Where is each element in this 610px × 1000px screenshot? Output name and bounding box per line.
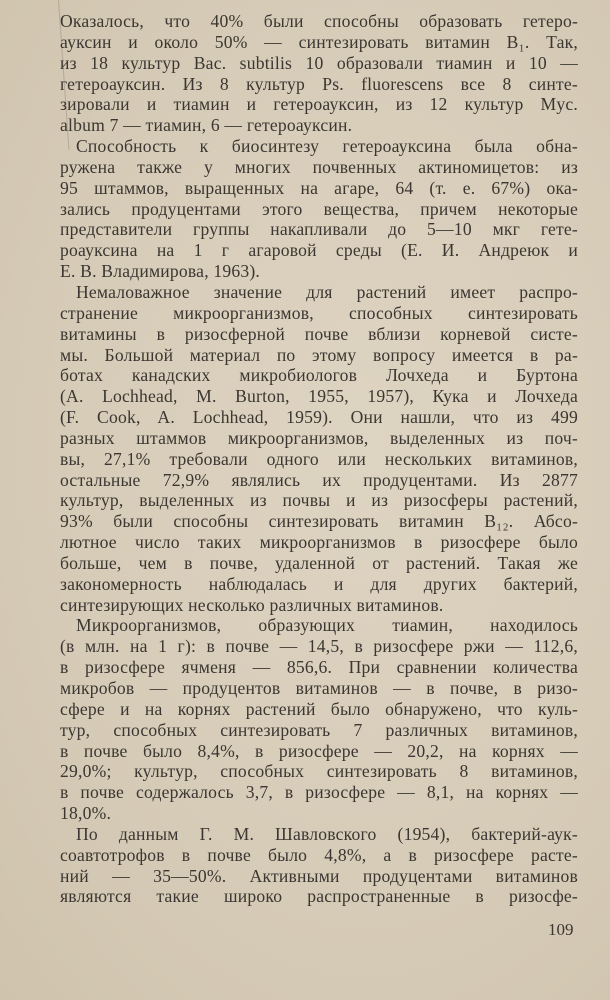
text-line: закономерность наблюдалась и для других бактерий, [60, 573, 578, 594]
paragraph [60, 615, 578, 823]
text-line: (в млн. на 1 г): в почве — 14,5, в ризосфере ржи — 112,6, [60, 636, 578, 657]
text-line: разных штаммов микроорганизмов, выделенных из поч- [60, 427, 578, 448]
body-text [60, 11, 578, 907]
text-line: гетероауксин. Из 8 культур Ps. fluorescens все 8 синте- [60, 73, 578, 94]
text-line: зались продуцентами этого вещества, причем некоторые [60, 198, 578, 219]
text-line: остальные 72,9% являлись их продуцентами. Из 2877 [60, 469, 578, 490]
text-line: зировали и тиамин и гетероауксин, из 12 культур Myc. [60, 94, 578, 115]
text-line: 93% были способны синтезировать витамин B₁₂. Абсо- [60, 511, 578, 532]
text-line: витамины в ризосферной почве вблизи корневой систе- [60, 323, 578, 344]
text-line: мы. Большой материал по этому вопросу имеется в ра- [60, 344, 578, 365]
text-line: из 18 культур Bac. subtilis 10 образовали тиамин и 10 — [60, 52, 578, 73]
text-line: вы, 27,1% требовали одного или нескольких витаминов, [60, 448, 578, 469]
text-line: соавтотрофов в почве было 4,8%, а в ризосфере расте- [60, 844, 578, 865]
text-line: странение микроорганизмов, способных синтезировать [60, 302, 578, 323]
text-line: являются такие широко распространенные в ризосфе- [60, 886, 578, 907]
text-line: ний — 35—50%. Активными продуцентами витаминов [60, 865, 578, 886]
paragraph [60, 824, 578, 907]
text-line: album 7 — тиамин, 6 — гетероауксин. [60, 115, 353, 136]
text-line: Оказалось, что 40% были способны образовать гетеро- [60, 11, 578, 31]
text-line: лютное число таких микроорганизмов в ризосфере было [60, 532, 578, 553]
text-line: Способность к биосинтезу гетероауксина была обна- [76, 136, 578, 157]
paragraph [60, 136, 578, 282]
text-line: культур, выделенных из почвы и из ризосферы растений, [60, 490, 578, 511]
text-line: ботах канадских микробиологов Лочхеда и Буртона [60, 365, 578, 386]
text-line: синтезирующих несколько различных витаминов. [60, 594, 444, 615]
page-number: 109 [548, 920, 574, 939]
text-line: представители группы накапливали до 5—10 мкг гете- [60, 219, 578, 240]
paragraph [60, 11, 578, 136]
text-line: Е. В. Владимирова, 1963). [60, 261, 261, 282]
text-line: в почве было 8,4%, в ризосфере — 20,2, на корнях — [60, 740, 578, 761]
text-line: сфере и на корнях растений было обнаружено, что куль- [60, 698, 578, 719]
text-line: роауксина на 1 г агаровой среды (Е. И. Андреюк и [60, 240, 578, 261]
text-line: больше, чем в почве, удаленной от растений. Такая же [60, 552, 578, 573]
text-line: 18,0%. [60, 803, 112, 824]
text-line: 29,0%; культур, способных синтезировать 8 витаминов, [60, 761, 578, 782]
text-line: (A. Lochhead, M. Burton, 1955, 1957), Кука и Лочхеда [60, 386, 578, 407]
text-line: По данным Г. М. Шавловского (1954), бактерий-аук- [76, 823, 578, 844]
text-line: тур, способных синтезировать 7 различных витаминов, [60, 719, 578, 740]
text-line: в ризосфере ячменя — 856,6. При сравнении количества [60, 657, 578, 678]
text-line: ауксин и около 50% — синтезировать витамин B₁. Так, [60, 31, 578, 52]
paragraph [60, 282, 578, 616]
text-line: (F. Cook, A. Lochhead, 1959). Они нашли, что из 499 [60, 407, 578, 428]
text-line: ружена также у многих почвенных актиномицетов: из [60, 156, 578, 177]
text-line: микробов — продуцентов витаминов — в почве, в ризо- [60, 678, 578, 698]
text-line: Немаловажное значение для растений имеет распро- [76, 281, 578, 302]
text-line: Микроорганизмов, образующих тиамин, находилось [76, 615, 578, 636]
text-line: в почве содержалось 3,7, в ризосфере — 8,1, на корнях — [60, 782, 578, 803]
text-line: 95 штаммов, выращенных на агаре, 64 (т. е. 67%) ока- [60, 177, 578, 198]
